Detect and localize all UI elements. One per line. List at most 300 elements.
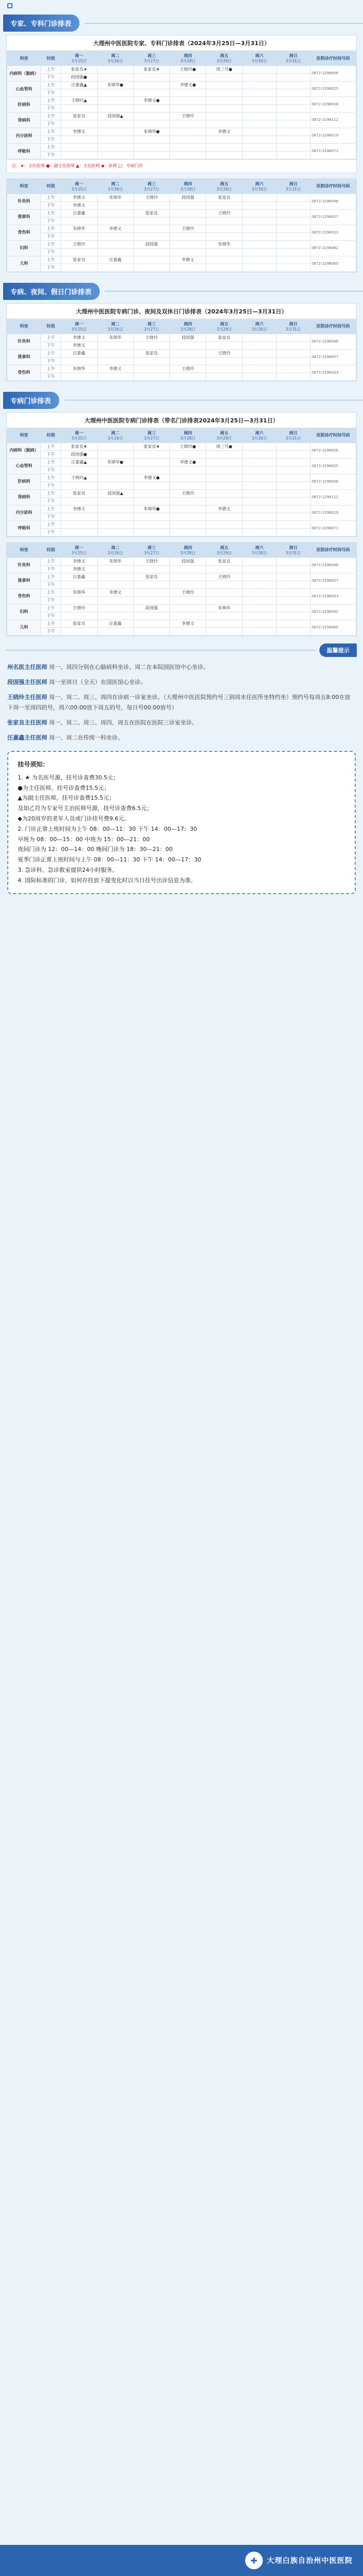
doctor-cell xyxy=(243,105,276,113)
column-date: 3月31日 xyxy=(286,435,301,441)
column-header: 周四 3月28日 xyxy=(170,543,206,557)
doctor-cell xyxy=(276,573,310,581)
doctor-cell xyxy=(276,620,310,627)
doctor-cell xyxy=(170,248,206,256)
column-header: 时段 xyxy=(41,543,61,557)
doctor-cell xyxy=(170,152,206,159)
column-date: 3月28日 xyxy=(180,186,196,191)
doctor-cell xyxy=(61,357,97,365)
period-cell: 上午 xyxy=(41,194,61,201)
doctor-cell xyxy=(133,136,170,144)
doctor-cell xyxy=(170,136,206,144)
t1-title: 大理州中医医院专家、专科门诊排表（2024年3月25日—3月31日） xyxy=(7,35,356,51)
doctor-cell xyxy=(61,152,97,159)
period-cell: 下午 xyxy=(41,497,61,505)
doctor-cell: 王晓玲 xyxy=(206,349,243,357)
period-cell: 上午 xyxy=(41,489,61,497)
doctor-cell xyxy=(170,105,206,113)
dept-schedule-table-2 xyxy=(7,543,356,636)
column-header: 周日 3月31日 xyxy=(276,51,310,66)
column-date: 3月28日 xyxy=(180,435,196,441)
doctor-cell xyxy=(276,627,310,635)
doctor-cell: 李德义 xyxy=(170,256,206,264)
doctor-cell xyxy=(133,217,170,225)
notice-lines xyxy=(18,773,345,886)
doctor-cell xyxy=(206,450,243,458)
table-row xyxy=(7,357,356,365)
header-row xyxy=(7,428,356,443)
doctor-cell xyxy=(170,581,206,588)
contact-cell: 0872-2298065 xyxy=(310,620,356,635)
section-divider xyxy=(105,291,363,292)
doctor-cell xyxy=(61,232,97,240)
doctor-cell: 段国强● xyxy=(61,74,97,81)
table-row xyxy=(7,81,356,89)
column-header: 周五 3月29日 xyxy=(206,428,243,443)
dept-cell: 内病科（脑病） xyxy=(7,66,41,81)
doctor-cell xyxy=(133,450,170,458)
doctor-cell: 段国强 xyxy=(170,194,206,201)
doctor-cell: 李德义 xyxy=(61,505,97,513)
doctor-cell xyxy=(170,341,206,349)
column-header: 时段 xyxy=(41,319,61,334)
table-row xyxy=(7,612,356,620)
doctor-cell xyxy=(133,248,170,256)
column-date: 3月30日 xyxy=(251,186,267,191)
doctor-cell xyxy=(276,232,310,240)
doctor-cell xyxy=(243,513,276,520)
table-row xyxy=(7,256,356,264)
table-body xyxy=(7,334,356,380)
dept-cell: 推拿科 xyxy=(7,349,41,365)
doctor-cell xyxy=(170,240,206,248)
doctor-name: 张家良主任医师 xyxy=(7,719,47,727)
night-schedule-card xyxy=(6,303,357,381)
doctor-cell xyxy=(133,225,170,232)
doctor-cell xyxy=(170,217,206,225)
column-header: 周日 3月31日 xyxy=(276,543,310,557)
doctor-cell xyxy=(61,264,97,271)
table-row xyxy=(7,520,356,528)
table-row xyxy=(7,505,356,513)
legend: 注：★：主任医师 ●：副主任医师 ▲：主治医师 ◆：医师 □：专病门诊 xyxy=(7,159,356,173)
doctor-cell xyxy=(97,466,133,474)
doctor-cell xyxy=(170,497,206,505)
period-cell: 上午 xyxy=(41,225,61,232)
doctor-cell xyxy=(243,520,276,528)
table-head xyxy=(7,179,356,194)
column-header: 科室 xyxy=(7,543,41,557)
doctor-cell xyxy=(170,596,206,604)
doctor-cell xyxy=(206,248,243,256)
table-row xyxy=(7,264,356,271)
doctor-cell: 王晓玲 xyxy=(170,225,206,232)
table-row xyxy=(7,349,356,357)
doctor-cell xyxy=(276,497,310,505)
column-header: 周日 3月31日 xyxy=(276,319,310,334)
doctor-cell: 张家良★ xyxy=(61,66,97,74)
doctor-note xyxy=(7,718,356,729)
contact-cell: 0872-2298056 xyxy=(310,443,356,458)
contact-cell: 0872-2298062 xyxy=(310,604,356,620)
dept-cell: 妇科 xyxy=(7,240,41,256)
doctor-cell xyxy=(133,105,170,113)
doctor-cell xyxy=(243,357,276,365)
doctor-cell xyxy=(276,74,310,81)
period-cell: 上午 xyxy=(41,520,61,528)
doctor-cell: 朱锦华 xyxy=(206,240,243,248)
doctor-cell xyxy=(61,581,97,588)
period-cell: 下午 xyxy=(41,513,61,520)
doctor-cell xyxy=(97,136,133,144)
doctor-cell xyxy=(133,497,170,505)
dept-cell: 儿科 xyxy=(7,256,41,271)
table-row xyxy=(7,627,356,635)
doctor-cell xyxy=(61,373,97,380)
section-divider xyxy=(85,23,363,24)
dept-cell: 呼吸科 xyxy=(7,520,41,536)
doctor-cell xyxy=(170,89,206,97)
doctor-cell xyxy=(243,144,276,152)
doctor-cell xyxy=(97,528,133,536)
doctor-cell xyxy=(206,341,243,349)
doctor-cell xyxy=(97,357,133,365)
doctor-cell: 李德义 xyxy=(61,201,97,209)
doctor-cell xyxy=(170,209,206,217)
doctor-cell xyxy=(276,596,310,604)
period-cell: 下午 xyxy=(41,248,61,256)
doctor-cell: 朱锦华 xyxy=(61,588,97,596)
doctor-cell xyxy=(97,497,133,505)
section-dept-header xyxy=(3,392,363,409)
doctor-cell xyxy=(133,520,170,528)
doctor-cell xyxy=(276,152,310,159)
period-cell: 上午 xyxy=(41,573,61,581)
doctor-cell xyxy=(243,528,276,536)
table-row xyxy=(7,557,356,565)
contact-cell: 0872-2298046 xyxy=(310,334,356,349)
table-head xyxy=(7,543,356,557)
table-row xyxy=(7,443,356,450)
doctor-cell: 李德义 xyxy=(61,557,97,565)
doctor-cell xyxy=(97,505,133,513)
doctor-cell xyxy=(276,136,310,144)
doctor-cell xyxy=(206,113,243,120)
doctor-cell: 段国强 xyxy=(133,604,170,612)
doctor-cell: 段国强 xyxy=(133,240,170,248)
doctor-cell xyxy=(133,74,170,81)
period-cell: 下午 xyxy=(41,74,61,81)
table-row xyxy=(7,573,356,581)
specialty-schedule-card xyxy=(6,179,357,272)
dept-cell: 肾病科 xyxy=(7,113,41,128)
doctor-cell xyxy=(243,443,276,450)
doctor-cell xyxy=(206,520,243,528)
doctor-cell xyxy=(276,557,310,565)
doctor-cell xyxy=(97,520,133,528)
column-date: 3月26日 xyxy=(107,435,123,441)
doctor-cell: 汪嘉鑫 xyxy=(61,349,97,357)
contact-cell: 0872-2298019 xyxy=(310,505,356,520)
doctor-cell xyxy=(133,620,170,627)
doctor-cell xyxy=(133,232,170,240)
table-body xyxy=(7,66,356,159)
dept-cell: 肝病科 xyxy=(7,97,41,113)
doctor-cell xyxy=(243,128,276,136)
doctor-cell xyxy=(206,74,243,81)
doctor-cell xyxy=(97,144,133,152)
doctor-cell xyxy=(206,97,243,105)
doctor-cell: 汪嘉鑫 xyxy=(61,209,97,217)
doctor-cell xyxy=(170,627,206,635)
period-cell: 上午 xyxy=(41,557,61,565)
column-header: 周三 3月27日 xyxy=(133,179,170,194)
column-date: 3月27日 xyxy=(144,186,159,191)
contact-cell: 0872-2298112 xyxy=(310,489,356,505)
doctor-cell xyxy=(170,520,206,528)
contact-cell: 0872-2298071 xyxy=(310,520,356,536)
table-head xyxy=(7,51,356,66)
doctor-cell xyxy=(170,120,206,128)
doctor-cell: 汪嘉鑫▲ xyxy=(61,81,97,89)
doctor-cell xyxy=(133,612,170,620)
table-row xyxy=(7,209,356,217)
period-cell: 下午 xyxy=(41,596,61,604)
doctor-cell xyxy=(206,620,243,627)
doctor-cell xyxy=(243,596,276,604)
doctor-cell: 朱锦华● xyxy=(97,81,133,89)
doctor-cell xyxy=(61,497,97,505)
contact-cell: 0872-2298038 xyxy=(310,97,356,113)
doctor-cell: 李德义● xyxy=(133,474,170,482)
dept-cell: 肾病科 xyxy=(7,489,41,505)
doctor-cell xyxy=(276,466,310,474)
doctor-cell xyxy=(243,466,276,474)
doctor-cell xyxy=(243,489,276,497)
table-row xyxy=(7,604,356,612)
contact-cell: 0872-2298056 xyxy=(310,66,356,81)
doctor-cell xyxy=(170,144,206,152)
table-row xyxy=(7,144,356,152)
doctor-cell xyxy=(97,240,133,248)
doctor-cell: 张家良 xyxy=(61,256,97,264)
doctor-cell xyxy=(276,105,310,113)
doctor-cell xyxy=(97,89,133,97)
contact-cell: 0872-2298033 xyxy=(310,365,356,380)
notice-line: ●为主任医师，挂号诊查费15.5元； xyxy=(18,784,110,791)
doctor-cell xyxy=(97,232,133,240)
column-header: 周四 3月28日 xyxy=(170,51,206,66)
column-header: 周五 3月29日 xyxy=(206,319,243,334)
column-header: 周一 3月25日 xyxy=(61,179,97,194)
notice-line: 1. ★ 为名医号源，挂号诊查费30.5元； xyxy=(18,774,119,781)
specialty-schedule-table xyxy=(7,179,356,272)
doctor-cell xyxy=(276,256,310,264)
period-cell: 下午 xyxy=(41,612,61,620)
doctor-cell xyxy=(243,97,276,105)
doctor-cell xyxy=(61,627,97,635)
doctor-cell: 朱锦华 xyxy=(61,225,97,232)
doctor-cell xyxy=(276,365,310,373)
doctor-cell xyxy=(170,573,206,581)
dept-cell: 肝病科 xyxy=(7,474,41,489)
table-row xyxy=(7,201,356,209)
doctor-cell xyxy=(243,81,276,89)
tips-header xyxy=(6,643,357,657)
doctor-cell xyxy=(243,209,276,217)
doctor-cell xyxy=(206,201,243,209)
notice-line: 3. 急诊科、急诊救室提供24小时服务。 xyxy=(18,866,118,873)
period-cell: 上午 xyxy=(41,97,61,105)
period-cell: 上午 xyxy=(41,443,61,450)
doctor-cell xyxy=(97,341,133,349)
doctor-cell xyxy=(61,120,97,128)
period-cell: 上午 xyxy=(41,349,61,357)
doctor-cell xyxy=(276,588,310,596)
doctor-cell: 汪嘉鑫 xyxy=(97,620,133,627)
column-header: 科室 xyxy=(7,51,41,66)
column-date: 3月29日 xyxy=(217,326,232,332)
period-cell: 上午 xyxy=(41,588,61,596)
doctor-cell: 王晓玲 xyxy=(170,588,206,596)
doctor-cell: 张家良 xyxy=(133,349,170,357)
doctor-cell xyxy=(133,373,170,380)
doctor-cell xyxy=(97,248,133,256)
table-head xyxy=(7,319,356,334)
column-header: 时段 xyxy=(41,51,61,66)
doctor-cell xyxy=(133,482,170,489)
period-cell: 下午 xyxy=(41,232,61,240)
doctor-cell xyxy=(133,365,170,373)
doctor-cell: 王晓玲● xyxy=(170,443,206,450)
doctor-cell xyxy=(276,209,310,217)
table-body xyxy=(7,443,356,536)
contact-cell: 0872-2298057 xyxy=(310,573,356,588)
contact-cell: 0872-2298071 xyxy=(310,144,356,159)
dept-cell: 骨伤科 xyxy=(7,365,41,380)
doctor-cell xyxy=(276,240,310,248)
doctor-cell: 朱锦华 xyxy=(97,194,133,201)
period-cell: 下午 xyxy=(41,217,61,225)
doctor-cell: 朱锦华 xyxy=(61,365,97,373)
doctor-cell xyxy=(206,136,243,144)
contact-cell: 0872-2298025 xyxy=(310,458,356,474)
doctor-cell xyxy=(170,505,206,513)
doctor-cell xyxy=(206,89,243,97)
doctor-cell xyxy=(206,581,243,588)
table-row xyxy=(7,232,356,240)
period-cell: 下午 xyxy=(41,120,61,128)
doctor-cell: 段国强▲ xyxy=(97,113,133,120)
doctor-note-text: 周一、周二在传统一科坐诊。 xyxy=(47,734,124,742)
period-cell: 上午 xyxy=(41,113,61,120)
doctor-cell xyxy=(61,144,97,152)
period-cell: 上午 xyxy=(41,505,61,513)
dept-cell: 儿科 xyxy=(7,620,41,635)
doctor-cell xyxy=(276,89,310,97)
footer xyxy=(0,2545,363,2576)
doctor-cell: 张家良★ xyxy=(133,66,170,74)
column-header: 周五 3月29日 xyxy=(206,51,243,66)
doctor-cell xyxy=(133,264,170,271)
column-date: 3月28日 xyxy=(180,58,196,63)
doctor-cell xyxy=(133,357,170,365)
table-row xyxy=(7,458,356,466)
table-row xyxy=(7,588,356,596)
period-cell: 下午 xyxy=(41,581,61,588)
doctor-cell xyxy=(243,113,276,120)
table-row xyxy=(7,565,356,573)
doctor-cell xyxy=(133,201,170,209)
doctor-cell xyxy=(206,482,243,489)
period-cell: 上午 xyxy=(41,128,61,136)
table-row xyxy=(7,528,356,536)
period-cell: 上午 xyxy=(41,334,61,341)
doctor-cell: 张家良 xyxy=(133,209,170,217)
doctor-cell: 李德义 xyxy=(61,341,97,349)
doctor-cell xyxy=(276,113,310,120)
table-row xyxy=(7,482,356,489)
doctor-cell: 朱锦华 xyxy=(97,334,133,341)
doctor-cell xyxy=(170,528,206,536)
doctor-cell xyxy=(170,513,206,520)
doctor-cell xyxy=(243,120,276,128)
period-cell: 上午 xyxy=(41,365,61,373)
dept-cell: 心血管科 xyxy=(7,81,41,97)
doctor-cell: 李德义● xyxy=(170,81,206,89)
doctor-cell xyxy=(206,256,243,264)
doctor-cell xyxy=(276,349,310,357)
doctor-cell xyxy=(206,232,243,240)
table-row xyxy=(7,334,356,341)
column-header: 周三 3月27日 xyxy=(133,428,170,443)
column-header: 周六 3月30日 xyxy=(243,543,276,557)
column-header: 周一 3月25日 xyxy=(61,319,97,334)
table-row xyxy=(7,113,356,120)
doctor-cell: 汪嘉鑫▲ xyxy=(61,458,97,466)
doctor-cell: 张家良 xyxy=(61,620,97,627)
doctor-cell xyxy=(97,373,133,380)
doctor-cell xyxy=(276,443,310,450)
doctor-cell xyxy=(170,612,206,620)
doctor-cell xyxy=(97,66,133,74)
dept-cell: 内分泌科 xyxy=(7,128,41,144)
doctor-cell xyxy=(243,217,276,225)
doctor-cell: 段国强 xyxy=(170,557,206,565)
table-row xyxy=(7,466,356,474)
column-header: 周五 3月29日 xyxy=(206,179,243,194)
period-cell: 上午 xyxy=(41,474,61,482)
doctor-cell xyxy=(206,528,243,536)
doctor-cell xyxy=(243,497,276,505)
column-date: 3月25日 xyxy=(71,58,87,63)
doctor-cell: 王晓玲 xyxy=(206,573,243,581)
notice-line: 夜间门诊为 12：00—14：00 晚间门诊为 18：30—21：00 xyxy=(18,846,173,853)
period-cell: 下午 xyxy=(41,528,61,536)
column-header: 时段 xyxy=(41,179,61,194)
section-expert-header xyxy=(3,15,363,32)
doctor-cell xyxy=(206,264,243,271)
doctor-cell: 王晓玲▲ xyxy=(61,474,97,482)
doctor-cell xyxy=(276,520,310,528)
column-date: 3月30日 xyxy=(251,435,267,441)
column-date: 3月30日 xyxy=(251,58,267,63)
period-cell: 下午 xyxy=(41,201,61,209)
doctor-cell xyxy=(170,565,206,573)
doctor-cell: 王晓玲 xyxy=(170,365,206,373)
doctor-cell: 王晓玲 xyxy=(133,194,170,201)
doctor-cell xyxy=(61,89,97,97)
